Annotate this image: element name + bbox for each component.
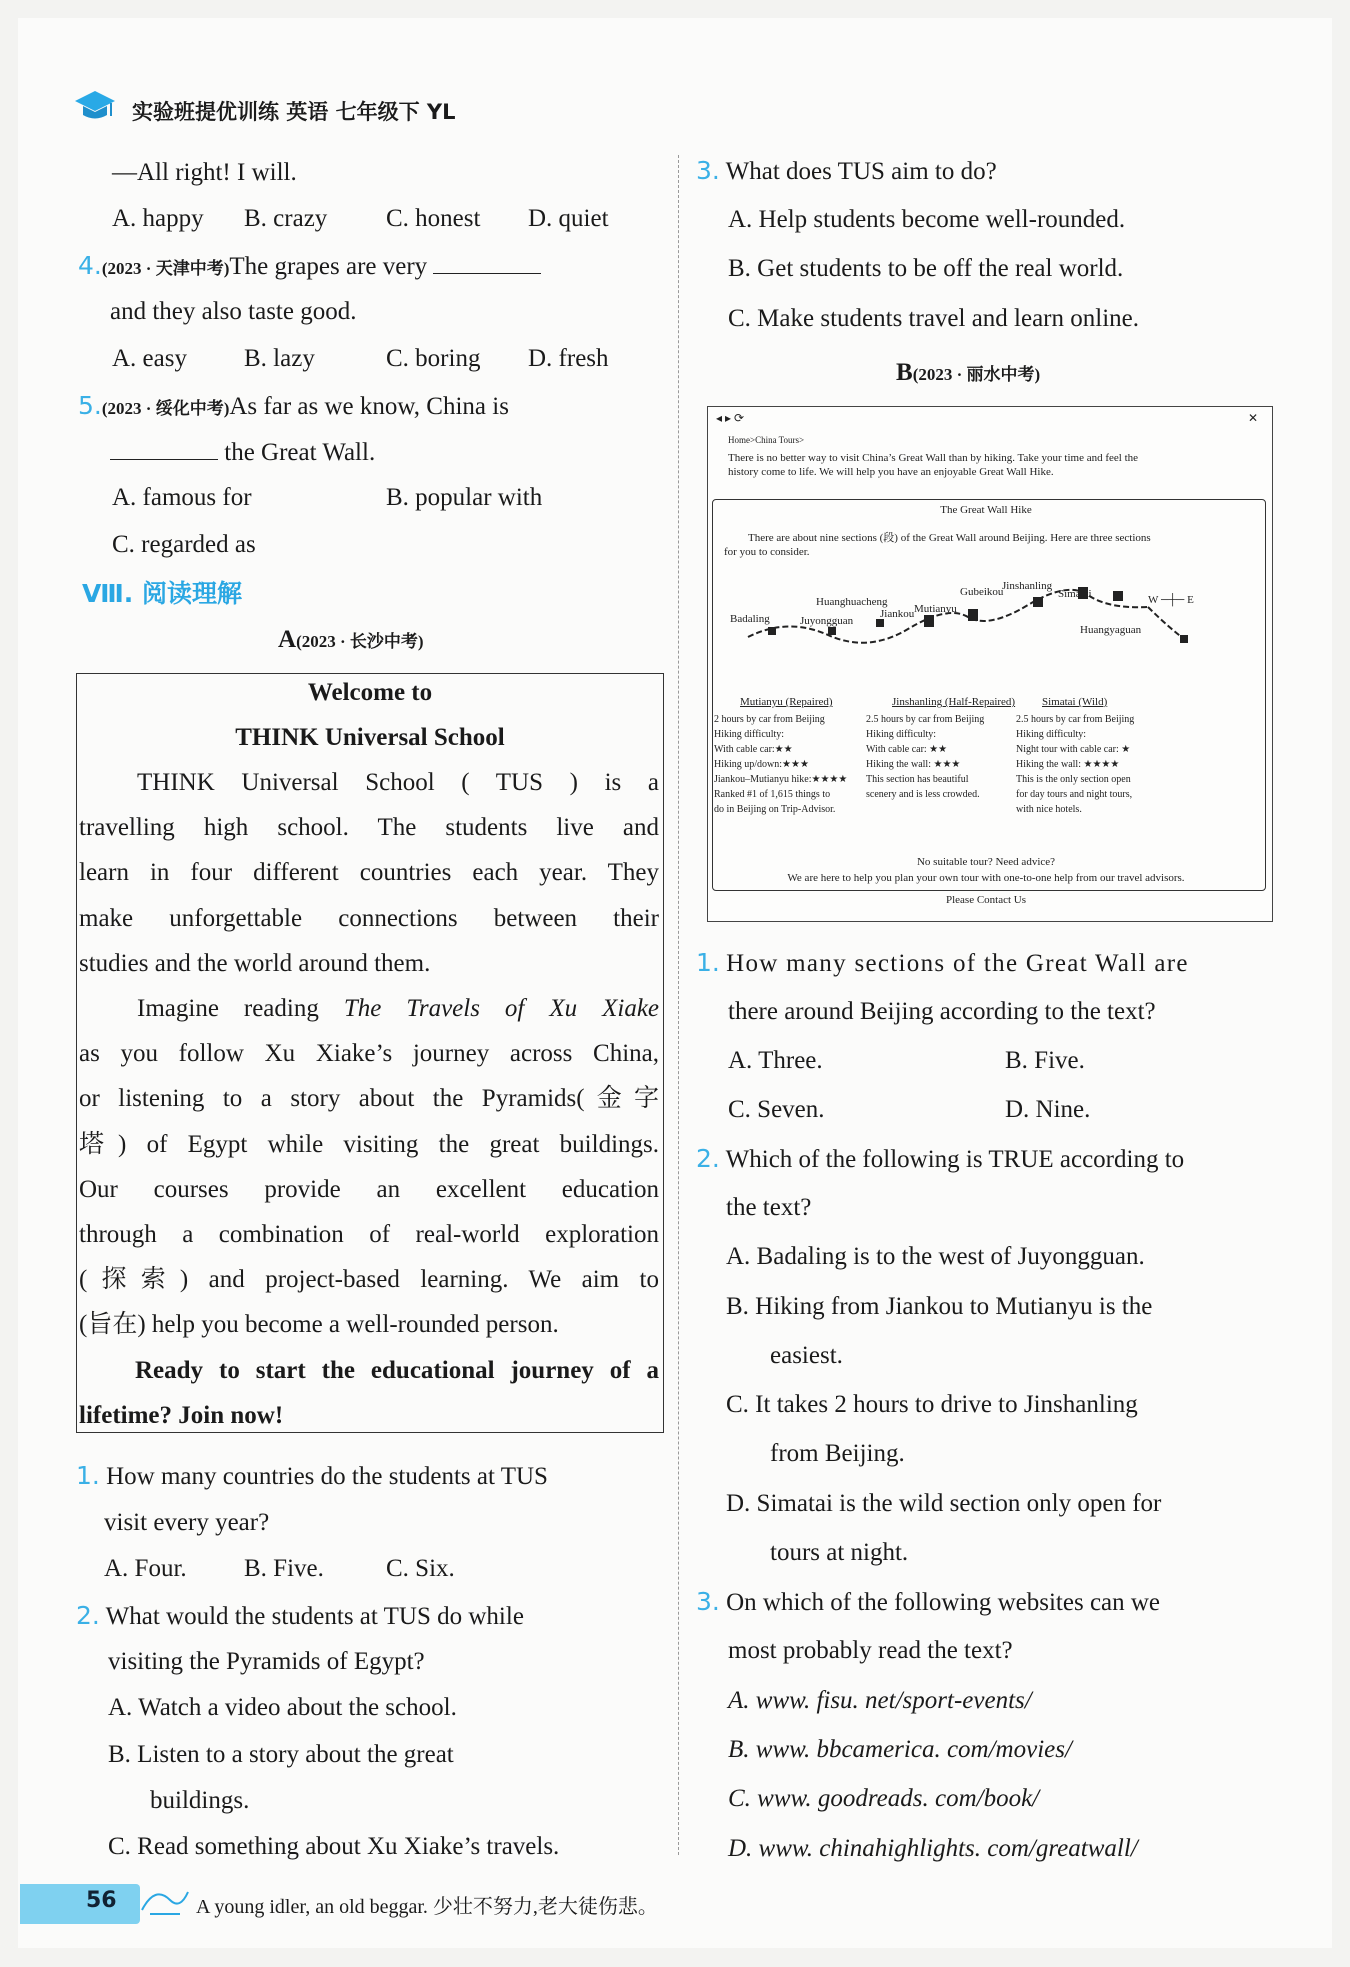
question-text: What would the students at TUS do while	[105, 1603, 524, 1630]
passage-paragraph-1	[79, 760, 659, 1438]
question-number: 5.	[78, 391, 102, 420]
question-text: Which of the following is TRUE according to	[725, 1146, 1185, 1173]
advice-line: We are here to help you plan your own tour with one-to-one help from our travel advisors.	[787, 872, 1185, 884]
qa1-option-c: C. Six.	[386, 1555, 455, 1582]
contact-link[interactable]: Please Contact Us	[945, 894, 1027, 906]
question-4-cont: and they also taste good.	[110, 298, 357, 325]
passage-line: travelling high school. The students live and	[79, 814, 659, 842]
qa1-option-a: A. Four.	[104, 1555, 187, 1582]
section-detail-line: do in Beijing on Trip-Advisor.	[714, 804, 836, 815]
section-detail-line: Night tour with cable car: ★	[1016, 744, 1131, 755]
question-b3	[696, 1587, 1160, 1618]
section-detail-line: Hiking difficulty:	[866, 729, 937, 740]
qb1-option-d: D. Nine.	[1005, 1096, 1091, 1123]
passage-title-2: THINK Universal School	[235, 724, 505, 751]
section-column-heading: Simatai (Wild)	[1042, 696, 1108, 708]
answer-blank[interactable]	[433, 251, 541, 274]
passage-line: learn in four different countries each year. They	[79, 859, 659, 887]
question-a2-cont: visiting the Pyramids of Egypt?	[108, 1648, 425, 1675]
qa2-option-b: B. Listen to a story about the great	[108, 1741, 454, 1768]
close-icon: ✕	[1248, 411, 1259, 425]
question-text: The grapes are very	[229, 253, 428, 280]
passage-title-1: Welcome to	[307, 679, 433, 706]
qa3-option-a: A. Help students become well-rounded.	[728, 206, 1126, 233]
section-detail-line: This is the only section open	[1016, 774, 1131, 785]
section-detail-line: Hiking difficulty:	[1016, 729, 1087, 740]
qb2-option-b-cont: easiest.	[770, 1342, 843, 1369]
passage-line: Our courses provide an excellent education	[79, 1175, 659, 1203]
passage-line: (旨在) help you become a well-rounded person.	[79, 1311, 559, 1339]
section-detail-line: 2.5 hours by car from Beijing	[1016, 714, 1135, 725]
question-4	[78, 251, 541, 284]
qb3-option-a: A. www. fisu. net/sport-events/	[728, 1687, 1032, 1714]
question-number: 3.	[696, 1587, 720, 1616]
place-label: Mutianyu	[914, 603, 957, 615]
qb2-option-a: A. Badaling is to the west of Juyongguan.	[726, 1243, 1145, 1270]
question-number: 3.	[696, 156, 720, 185]
section-column-heading: Jinshanling (Half-Repaired)	[892, 696, 1016, 708]
question-b1-cont: there around Beijing according to the text?	[728, 998, 1156, 1025]
q5-option-c: C. regarded as	[112, 531, 256, 558]
section-detail-line: Hiking the wall: ★★★	[866, 759, 961, 770]
browser-controls-icon: ◂ ▸ ⟳	[716, 411, 745, 425]
question-5-cont	[110, 437, 375, 468]
part-letter: B	[896, 359, 913, 386]
question-number: 2.	[76, 1601, 100, 1630]
qa3-option-c: C. Make students travel and learn online.	[728, 305, 1139, 332]
header-title: 实验班提优训练 英语 七年级下 YL	[132, 100, 456, 124]
advice-line: No suitable tour? Need advice?	[916, 856, 1056, 868]
question-5	[78, 391, 509, 424]
q3-option-a: A. happy	[112, 205, 204, 232]
place-label: Gubeikou	[960, 586, 1004, 598]
q4-option-b: B. lazy	[244, 345, 315, 372]
part-source: (2023 · 丽水中考)	[912, 365, 1041, 384]
section-detail-line: Ranked #1 of 1,615 things to	[714, 789, 831, 800]
answer-blank[interactable]	[110, 437, 218, 460]
passage-line: as you follow Xu Xiake’s journey across China,	[79, 1040, 659, 1068]
page-number: 56	[86, 1888, 117, 1913]
question-text: How many sections of the Great Wall are	[726, 950, 1189, 977]
map-intro: for you to consider.	[724, 546, 810, 558]
passage-closing: Ready to start the educational journey of a	[135, 1356, 659, 1384]
question-text: As far as we know, China is	[229, 393, 509, 420]
qb3-option-b: B. www. bbcamerica. com/movies/	[728, 1736, 1072, 1763]
q5-option-a: A. famous for	[112, 484, 252, 511]
question-number: 1.	[696, 948, 720, 977]
q3-option-c: C. honest	[386, 205, 481, 232]
section-detail-line: Hiking up/down:★★★	[714, 759, 809, 770]
q3-option-d: D. quiet	[528, 205, 609, 232]
footer-proverb: A young idler, an old beggar. 少壮不努力,老大徒伤悲。	[196, 1896, 658, 1918]
passage-line: make unforgettable connections between their	[79, 904, 659, 932]
section-detail-line: with nice hotels.	[1016, 804, 1082, 815]
question-b3-cont: most probably read the text?	[728, 1637, 1013, 1664]
qb2-option-c: C. It takes 2 hours to drive to Jinshanling	[726, 1391, 1138, 1418]
intro-line: history come to life. We will help you have an enjoyable Great Wall Hike.	[728, 466, 1054, 478]
question-a3	[696, 156, 997, 187]
part-source: (2023 · 长沙中考)	[296, 632, 424, 651]
compass-icon: W ─┼─ E	[1148, 594, 1194, 606]
section-detail-line: scenery and is less crowded.	[866, 789, 980, 800]
section-column-heading: Mutianyu (Repaired)	[740, 696, 833, 708]
section-detail-line: With cable car:★★	[714, 744, 793, 755]
qb1-option-b: B. Five.	[1005, 1047, 1085, 1074]
passage-text: Imagine reading	[137, 995, 344, 1023]
qb1-option-a: A. Three.	[728, 1047, 823, 1074]
section-detail-line: for day tours and night tours,	[1016, 789, 1133, 800]
qa3-option-b: B. Get students to be off the real world.	[728, 255, 1124, 282]
q4-option-c: C. boring	[386, 345, 481, 372]
question-b1	[696, 948, 1189, 979]
question-number: 1.	[76, 1461, 100, 1490]
page-number-tab	[20, 1884, 140, 1924]
passage-line: (探索) and project-based learning. We aim to	[79, 1266, 659, 1294]
part-a-heading	[278, 625, 424, 657]
qa2-option-a: A. Watch a video about the school.	[108, 1694, 457, 1721]
q4-option-d: D. fresh	[528, 345, 609, 372]
passage-line: 塔) of Egypt while visiting the great buildings.	[79, 1130, 659, 1158]
qb2-option-b: B. Hiking from Jiankou to Mutianyu is the	[726, 1293, 1153, 1320]
question-number: 2.	[696, 1144, 720, 1173]
question-a1-cont: visit every year?	[104, 1509, 270, 1536]
question-text: What does TUS aim to do?	[725, 158, 997, 185]
passage-line	[79, 986, 659, 1031]
question-a1	[76, 1461, 548, 1492]
great-wall-webpage-image	[707, 406, 1273, 922]
section-detail-line: Jiankou–Mutianyu hike:★★★★	[714, 774, 848, 785]
qa1-option-b: B. Five.	[244, 1555, 324, 1582]
passage-closing: lifetime? Join now!	[79, 1401, 284, 1429]
qa2-option-c: C. Read something about Xu Xiake’s travels.	[108, 1833, 560, 1860]
question-source: (2023 · 绥化中考)	[101, 399, 230, 418]
place-label: Badaling	[730, 613, 770, 625]
question-text: How many countries do the students at TUS	[106, 1463, 548, 1490]
section-detail-line: Hiking the wall: ★★★★	[1016, 759, 1120, 770]
passage-line: through a combination of real-world exploration	[79, 1221, 659, 1249]
graduation-cap-icon	[74, 88, 116, 124]
map-intro: There are about nine sections (段) of the Great Wall around Beijing. Here are three sections	[748, 532, 1151, 544]
q3-answer-line: —All right! I will.	[112, 159, 297, 186]
book-title: The Travels of Xu Xiake	[343, 995, 660, 1023]
q3-option-b: B. crazy	[244, 205, 328, 232]
qb3-option-d: D. www. chinahighlights. com/greatwall/	[728, 1835, 1138, 1862]
question-a2	[76, 1601, 524, 1632]
qb2-option-d-cont: tours at night.	[770, 1539, 909, 1566]
question-b2-cont: the text?	[726, 1194, 812, 1221]
column-divider	[678, 155, 679, 1855]
qb2-option-c-cont: from Beijing.	[770, 1440, 905, 1467]
passage-line: or listening to a story about the Pyramids(金字	[79, 1085, 659, 1113]
question-source: (2023 · 天津中考)	[101, 259, 230, 278]
qa2-option-b-cont: buildings.	[150, 1787, 250, 1814]
section-detail-line: With cable car: ★★	[866, 744, 948, 755]
question-b2	[696, 1144, 1184, 1175]
section-detail-line: 2.5 hours by car from Beijing	[866, 714, 985, 725]
passage-line: studies and the world around them.	[79, 949, 431, 977]
question-number: 4.	[78, 251, 102, 280]
breadcrumb: Home>China Tours>	[728, 435, 805, 445]
intro-line: There is no better way to visit China’s Great Wall than by hiking. Take your time and feel the	[728, 452, 1139, 464]
section-detail-line: 2 hours by car from Beijing	[714, 714, 825, 725]
place-label: Huangyaguan	[1080, 624, 1142, 636]
section-detail-line: This section has beautiful	[866, 774, 969, 785]
place-label: Simatai	[1058, 588, 1092, 600]
q4-option-a: A. easy	[112, 345, 187, 372]
qb3-option-c: C. www. goodreads. com/book/	[728, 1785, 1040, 1812]
qb1-option-c: C. Seven.	[728, 1096, 825, 1123]
section-detail-line: Hiking difficulty:	[714, 729, 785, 740]
section-heading: Ⅷ. 阅读理解	[82, 579, 243, 608]
part-letter: A	[278, 626, 297, 653]
place-label: Jinshanling	[1002, 580, 1053, 592]
hand-drawn-doodle-icon	[140, 1880, 190, 1920]
q5-option-b: B. popular with	[386, 484, 543, 511]
part-b-heading	[896, 358, 1040, 390]
qb2-option-d: D. Simatai is the wild section only open for	[726, 1490, 1162, 1517]
place-label: Juyongguan	[800, 615, 854, 627]
question-text: the Great Wall.	[224, 439, 376, 466]
map-title: The Great Wall Hike	[940, 504, 1032, 516]
passage-line: THINK Universal School ( TUS ) is a	[137, 769, 659, 796]
question-text: On which of the following websites can we	[726, 1589, 1161, 1616]
place-label: Jiankou	[880, 608, 915, 620]
place-label: Huanghuacheng	[816, 596, 888, 608]
